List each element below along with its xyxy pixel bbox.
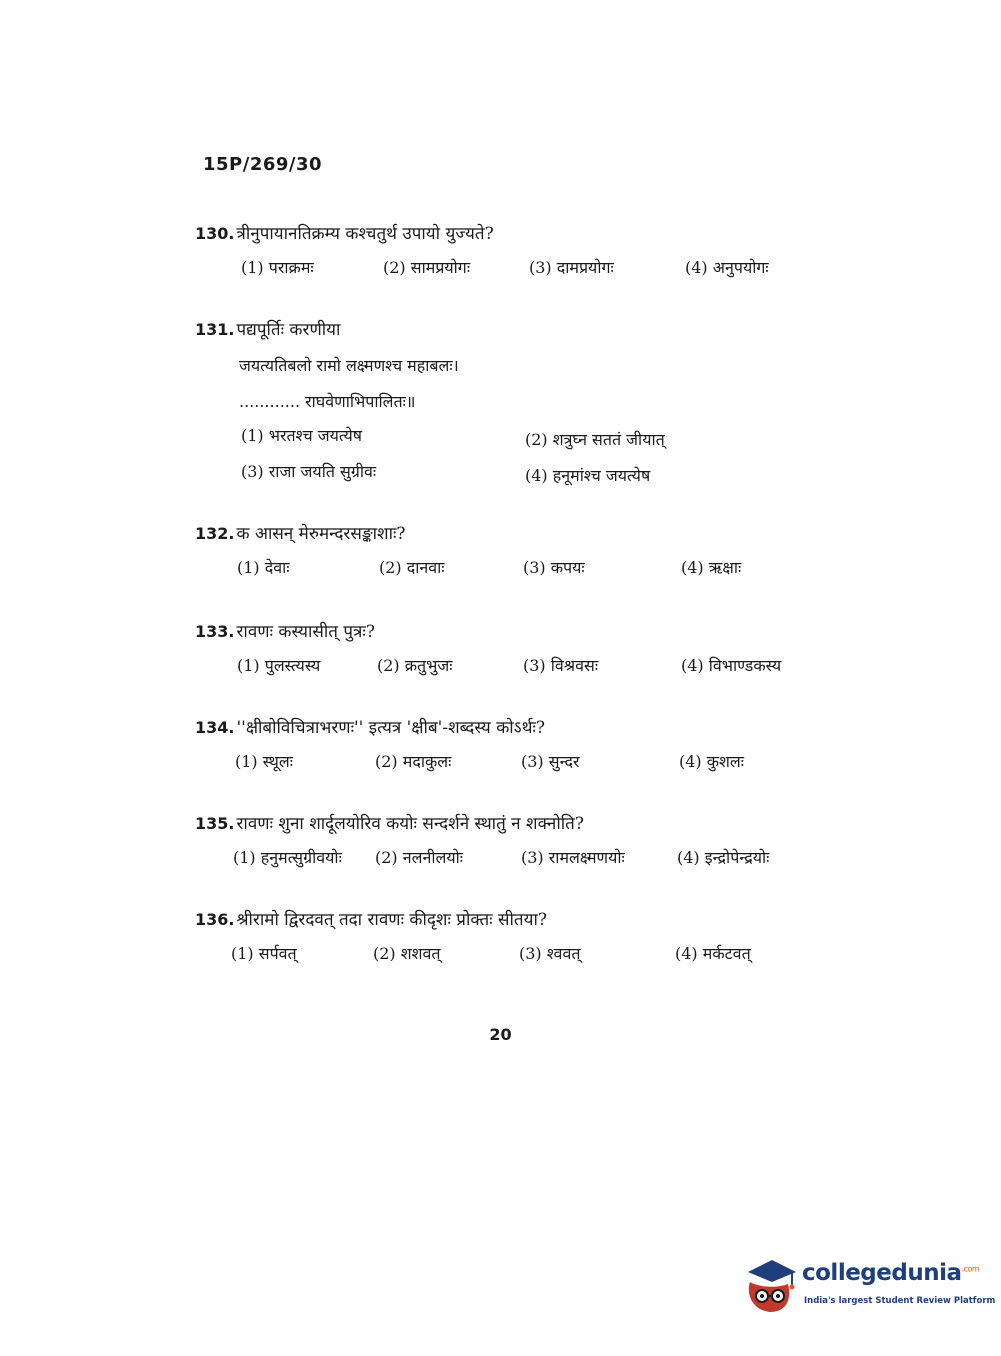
question-number: 130. (195, 224, 235, 243)
option-3: (3) श्ववत् (519, 944, 581, 963)
option-4: (4) कुशलः (679, 752, 744, 771)
verse-line-2: ............ राघवेणाभिपालितः॥ (239, 392, 416, 411)
option-1: (1) पराक्रमः (241, 258, 314, 277)
option-3: (3) राजा जयति सुग्रीवः (241, 462, 377, 481)
question-number: 136. (195, 910, 235, 929)
question-text: पद्यपूर्तिः करणीया (236, 320, 341, 340)
option-2: (2) क्रतुभुजः (377, 656, 453, 675)
option-4: (4) अनुपयोगः (685, 258, 769, 277)
collegedunia-logo (742, 1252, 996, 1322)
brand-name: collegedunia$^{.com}$ (802, 1260, 980, 1286)
question-text: रावणः कस्यासीत् पुत्रः? (236, 622, 375, 642)
option-4: (4) विभाण्डकस्य (681, 656, 782, 675)
question-number: 135. (195, 814, 235, 833)
option-1: (1) स्थूलः (235, 752, 293, 771)
page-number: 20 (489, 1025, 512, 1044)
option-2: (2) शशवत् (373, 944, 441, 963)
question-number: 133. (195, 622, 235, 641)
question-text: रावणः शुना शार्दूलयोरिव कयोः सन्दर्शने स्थातुं न शक्नोति? (236, 814, 584, 834)
option-1: (1) देवाः (237, 558, 290, 577)
option-1: (1) हनुमत्सुग्रीवयोः (233, 848, 342, 867)
question-133 (195, 620, 895, 684)
option-2: (2) सामप्रयोगः (383, 258, 471, 277)
question-number: 132. (195, 524, 235, 543)
brand-suffix: .com (961, 1264, 980, 1274)
option-4: (4) हनूमांश्च जयत्येष (525, 466, 651, 485)
option-3: (3) रामलक्ष्मणयोः (521, 848, 625, 867)
option-3: (3) सुन्दर (521, 752, 580, 771)
question-text: क आसन् मेरुमन्दरसङ्काशाः? (236, 524, 406, 544)
mascot-icon (742, 1252, 798, 1316)
option-1: (1) पुलस्त्यस्य (237, 656, 321, 675)
option-3: (3) दामप्रयोगः (529, 258, 614, 277)
question-130 (195, 222, 895, 286)
question-number: 134. (195, 718, 235, 737)
option-2: (2) नलनीलयोः (375, 848, 464, 867)
option-4: (4) मर्कटवत् (675, 944, 751, 963)
question-text: त्रीनुपायानतिक्रम्य कश्चतुर्थ उपायो युज्यते? (236, 224, 494, 244)
option-2: (2) मदाकुलः (375, 752, 452, 771)
brand-tagline: India's largest Student Review Platform (804, 1296, 996, 1306)
option-3: (3) विश्रवसः (523, 656, 599, 675)
option-3: (3) कपयः (523, 558, 585, 577)
question-134 (195, 716, 895, 780)
question-132 (195, 522, 895, 586)
question-135 (195, 812, 895, 876)
question-131 (195, 318, 895, 498)
question-number: 131. (195, 320, 235, 339)
question-text: श्रीरामो द्विरदवत् तदा रावणः कीदृशः प्रोक्तः सीतया? (236, 910, 547, 930)
option-4: (4) इन्द्रोपेन्द्रयोः (677, 848, 770, 867)
option-1: (1) भरतश्च जयत्येष (241, 426, 363, 445)
option-2: (2) दानवाः (379, 558, 445, 577)
paper-code: 15P/269/30 (203, 154, 323, 175)
option-4: (4) ऋक्षाः (681, 558, 742, 577)
question-136 (195, 908, 895, 972)
option-2: (2) शत्रुघ्न सततं जीयात् (525, 430, 665, 449)
option-1: (1) सर्पवत् (231, 944, 297, 963)
verse-line-1: जयत्यतिबलो रामो लक्ष्मणश्च महाबलः। (239, 356, 459, 375)
question-text: ''क्षीबोविचित्राभरणः'' इत्यत्र 'क्षीब'-शब्दस्य कोऽर्थः? (236, 718, 546, 738)
